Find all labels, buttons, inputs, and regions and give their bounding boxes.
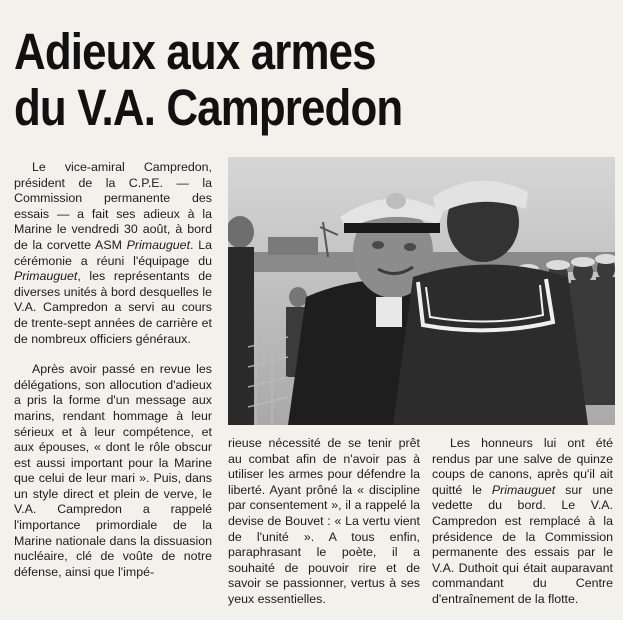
paragraph-4-text-a: Les honneurs lui ont été rendus par une salve de quinze coups de canons, après qu'il ait quitté le [432, 436, 613, 497]
headline-line-2: du V.A. Campredon [14, 79, 403, 136]
paragraph-3: rieuse nécessité de se tenir prêt au combat afin de n'avoir pas à utiliser les armes pour défendre la liberté. Ayant prôné la « discipline par consentement », il a rappelé la devise de Bouvet : « La vertu vient de l'unité ». A tous enfin, paraphrasant le poète, il a souhaité de pouvoir rire et de savoir se passionner, vertus à ses yeux essentielles. [228, 436, 420, 606]
ship-name: Primauguet [491, 482, 556, 497]
paragraph-1-text-a: Le vice-amiral Campredon, président de la C.P.E. — la Commission permanente des essais — a fait ses adieux à la Marine le vendredi 30 août, à bord de la corvette ASM [14, 160, 212, 252]
article-column-3 [432, 436, 613, 608]
paragraph-2: Après avoir passé en revue les délégations, son allocution d'adieux a pris la forme d'un message aux marins, rendant hommage à leur sérieux et à leur compétence, et aux épouses, « dont le rôle obscur est aussi important pour la Marine que celui de leur mari ». Puis, dans un style direct et plein de verve, le V.A. Campredon a rappelé l'importance primordiale de la Marine nationale dans la dissuasion nucléaire, clé de voûte de notre défense, ainsi que l'impé- [14, 362, 212, 579]
headline-line-1: Adieux aux armes [14, 23, 376, 80]
ship-name: Primauguet [126, 237, 191, 252]
paragraph-1 [14, 160, 212, 347]
article-column-2 [228, 436, 420, 608]
paragraph-4 [432, 436, 613, 608]
ceremony-photo [228, 157, 615, 425]
article-column-1 [14, 160, 212, 580]
ship-name: Primauguet [14, 269, 78, 284]
paragraph-1-text-c: , les représentants de diverses unités à bord desquelles le V.A. Campredon a servi au cours de trente-sept années de carrière et de nombreux officiers généraux. [14, 269, 212, 346]
paragraph-1-text-b: . La cérémonie a réuni l'équipage du [14, 237, 213, 268]
article-headline [14, 24, 530, 136]
paragraph-4-text-b: sur une vedette du bord. Le V.A. Campredon est remplacé à la présidence de la Commission permanente des essais par le V.A. Duthoit qui était auparavant commandant du Centre d'entraînement de la flotte. [432, 482, 613, 606]
